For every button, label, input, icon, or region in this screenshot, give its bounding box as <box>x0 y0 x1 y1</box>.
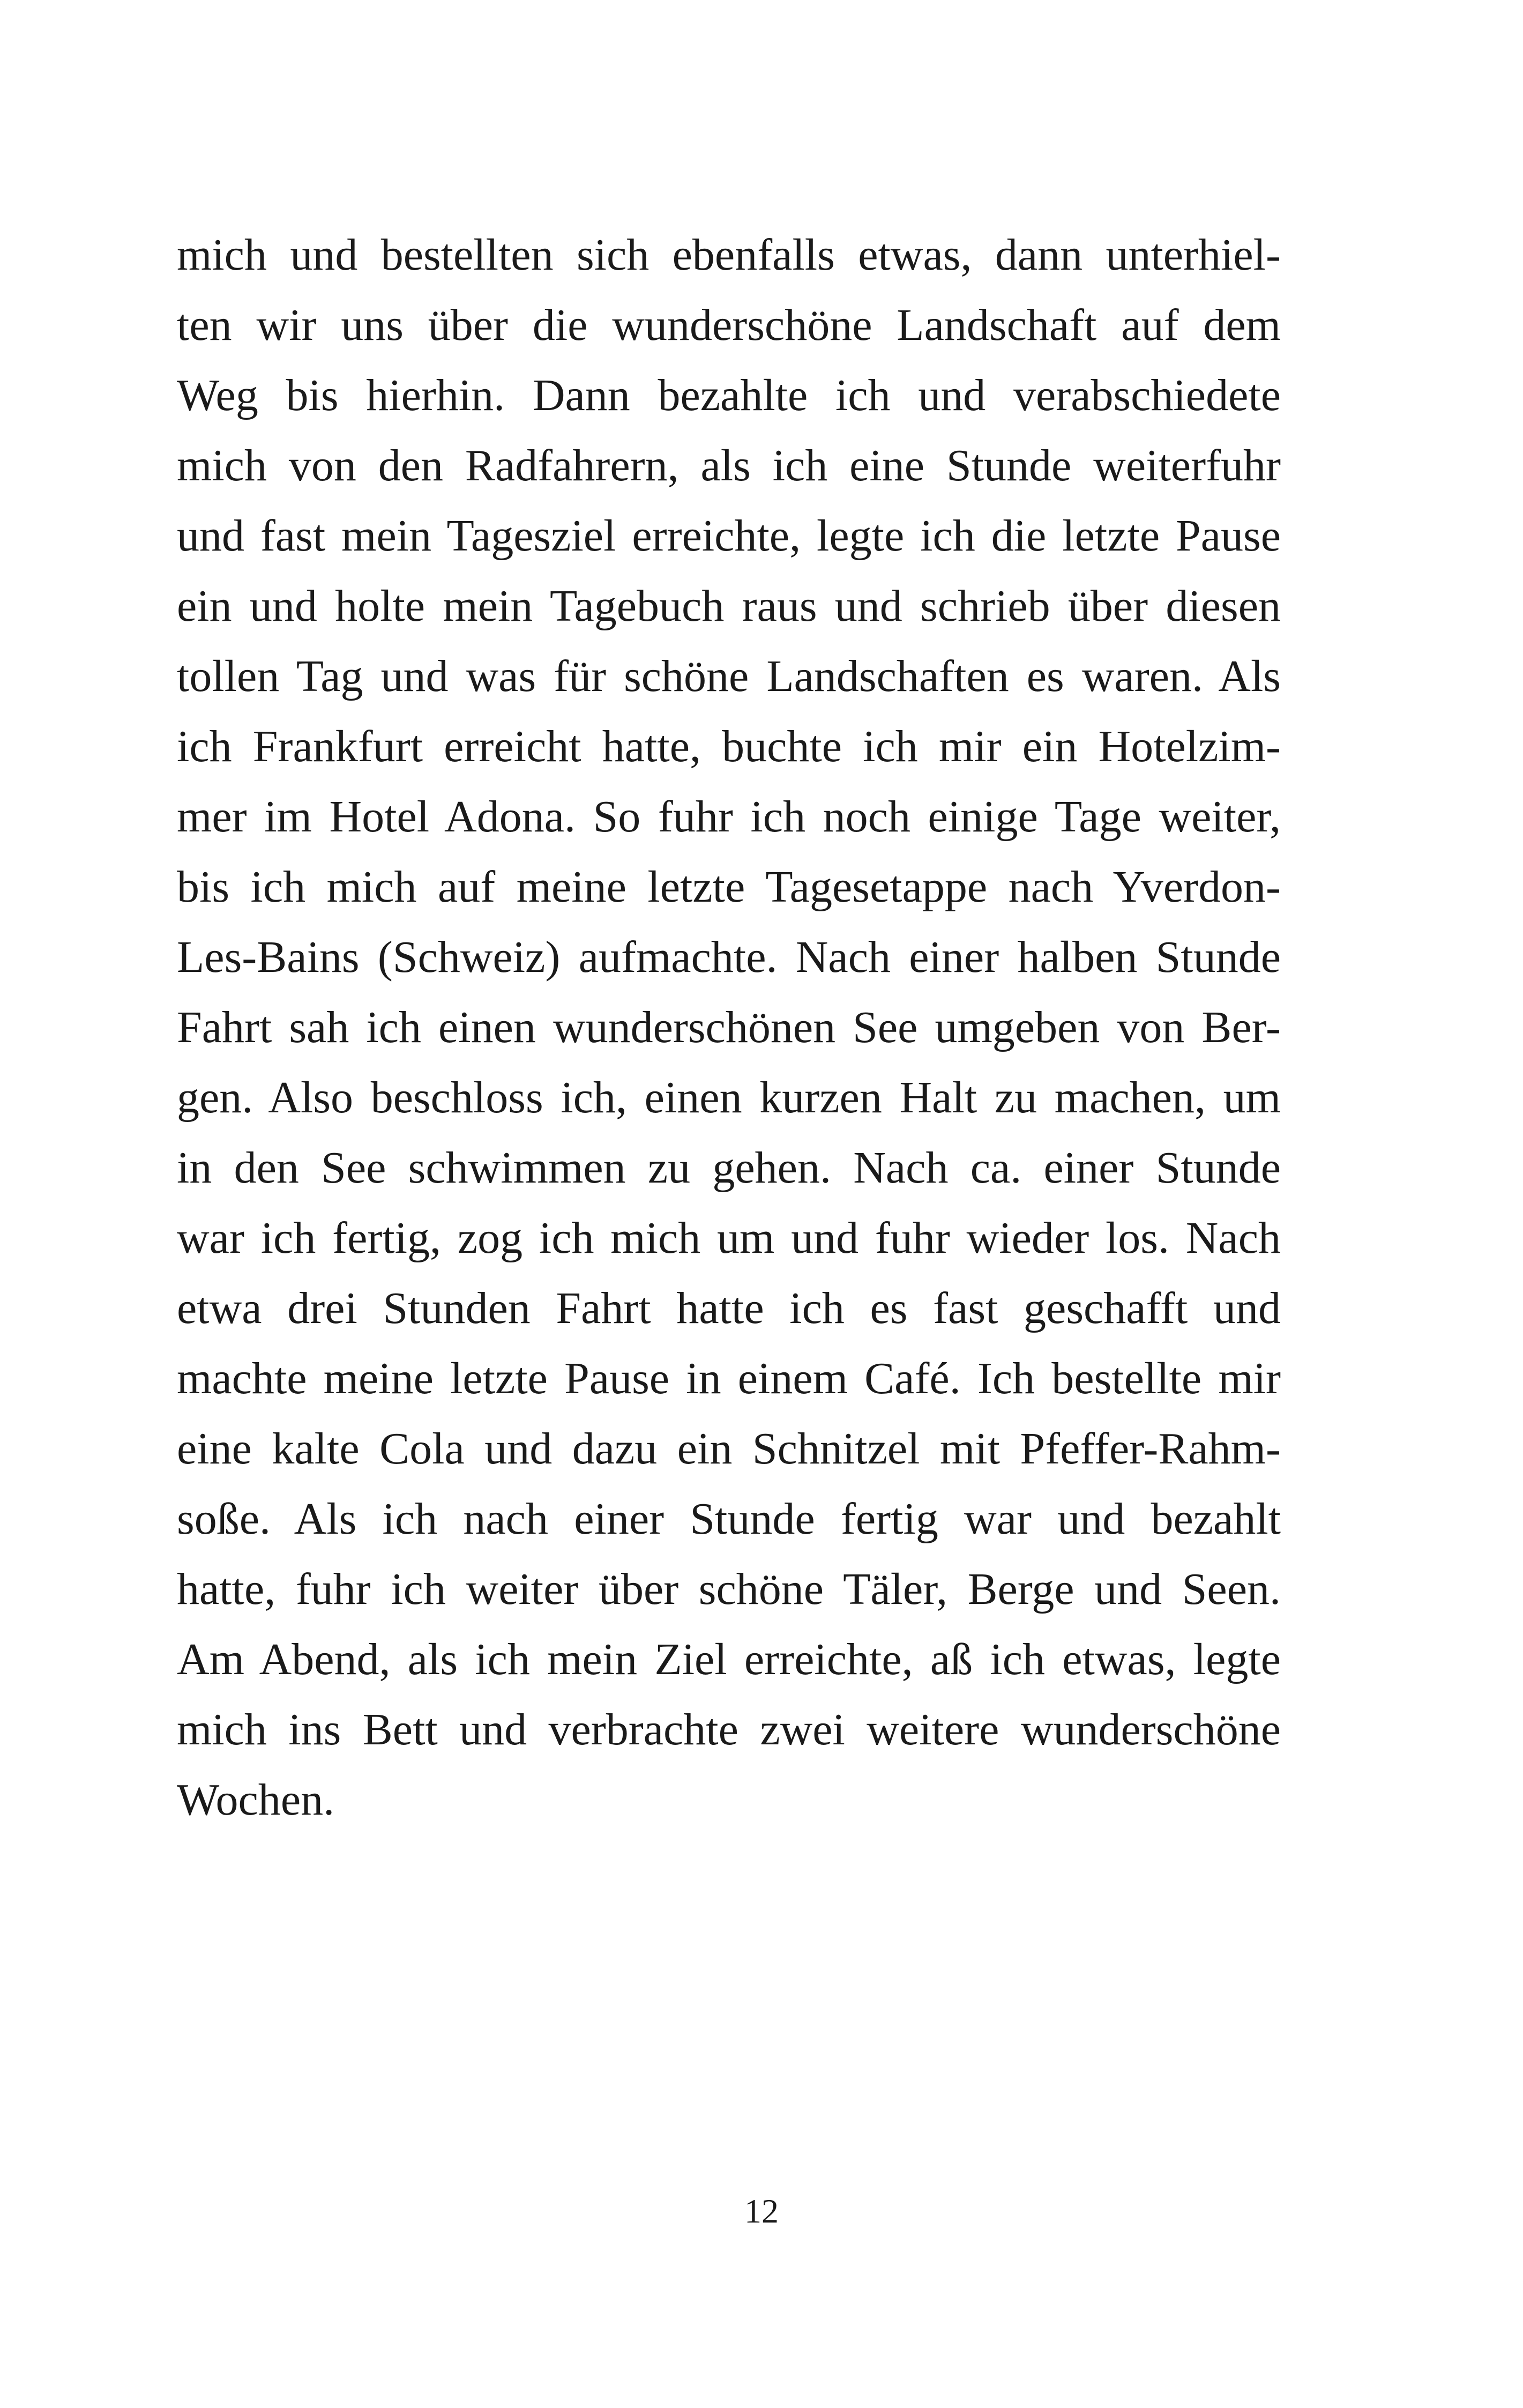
text-line: machte meine letzte Pause in einem Café. Ich bestellte mir <box>177 1354 1281 1403</box>
text-line: bis ich mich auf meine letzte Tagesetappe nach Yverdon- <box>177 862 1281 912</box>
page-number: 12 <box>744 2192 779 2230</box>
text-line: mich von den Radfahrern, als ich eine Stunde weiterfuhr <box>177 441 1281 490</box>
text-line: und fast mein Tagesziel erreichte, legte ich die letzte Pause <box>177 511 1281 561</box>
text-line: ich Frankfurt erreicht hatte, buchte ich mir ein Hotelzim- <box>177 722 1281 771</box>
text-line: soße. Als ich nach einer Stunde fertig war und bezahlt <box>177 1494 1281 1544</box>
body-text <box>177 220 1281 1835</box>
text-line: Fahrt sah ich einen wunderschönen See umgeben von Ber- <box>177 1002 1281 1052</box>
text-line: in den See schwimmen zu gehen. Nach ca. einer Stunde <box>177 1143 1281 1193</box>
text-line: ten wir uns über die wunderschöne Landschaft auf dem <box>177 300 1281 350</box>
text-line: ein und holte mein Tagebuch raus und schrieb über diesen <box>177 581 1281 631</box>
text-line: hatte, fuhr ich weiter über schöne Täler, Berge und Seen. <box>177 1564 1281 1614</box>
text-line: mich ins Bett und verbrachte zwei weitere wunderschöne <box>177 1705 1281 1755</box>
text-line: mer im Hotel Adona. So fuhr ich noch einige Tage weiter, <box>177 792 1281 842</box>
text-line: Weg bis hierhin. Dann bezahlte ich und verabschiedete <box>177 370 1281 420</box>
text-line: Les-Bains (Schweiz) aufmachte. Nach einer halben Stunde <box>177 932 1281 982</box>
text-line: Wochen. <box>177 1775 335 1825</box>
text-line: war ich fertig, zog ich mich um und fuhr wieder los. Nach <box>177 1213 1281 1263</box>
text-line: mich und bestellten sich ebenfalls etwas, dann unterhiel- <box>177 230 1281 280</box>
text-line: tollen Tag und was für schöne Landschaften es waren. Als <box>177 651 1281 701</box>
text-line: Am Abend, als ich mein Ziel erreichte, aß ich etwas, legte <box>177 1634 1281 1684</box>
text-line: eine kalte Cola und dazu ein Schnitzel mit Pfeffer-Rahm- <box>177 1424 1281 1474</box>
text-line: etwa drei Stunden Fahrt hatte ich es fast geschafft und <box>177 1283 1281 1333</box>
text-line: gen. Also beschloss ich, einen kurzen Halt zu machen, um <box>177 1073 1281 1123</box>
